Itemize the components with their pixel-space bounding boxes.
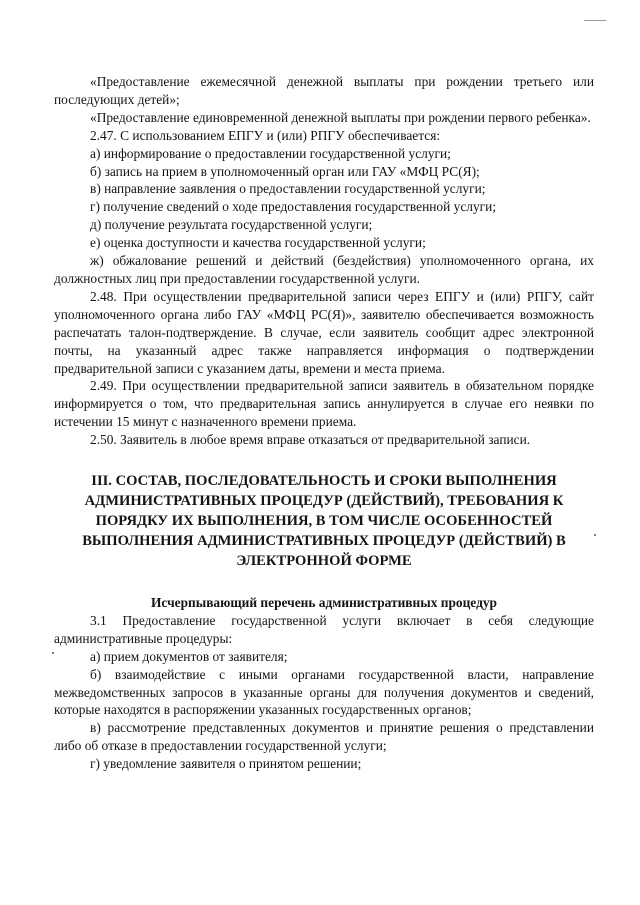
section-subheading: Исчерпывающий перечень административных процедур	[150, 595, 497, 611]
list-item-g: г) получение сведений о ходе предоставления государственной услуги;	[90, 199, 497, 215]
list-item-zh: ж) обжалование решений и действий (бездействия) уполномоченного органа, их должностных лиц при предоставлении государственной услуги.	[54, 253, 594, 286]
scan-speck	[52, 652, 54, 654]
clause-2-49: 2.49. При осуществлении предварительной записи заявитель в обязательном порядке информируется о том, что предварительная запись аннулируется в случае его неявки по истечении 15 минут с назначенного времени приема.	[54, 378, 594, 430]
list-item-e: е) оценка доступности и качества государственной услуги;	[90, 235, 426, 251]
list-item-v: в) направление заявления о предоставлении государственной услуги;	[90, 181, 486, 197]
procedure-item-g: г) уведомление заявителя о принятом решении;	[90, 756, 362, 772]
clause-2-47: 2.47. С использованием ЕПГУ и (или) РПГУ обеспечивается:	[90, 127, 441, 143]
clause-2-50: 2.50. Заявитель в любое время вправе отказаться от предварительной записи.	[90, 432, 531, 448]
list-item-b: б) запись на прием в уполномоченный орган или ГАУ «МФЦ РС(Я);	[90, 163, 480, 179]
procedure-item-b: б) взаимодействие с иными органами государственной власти, направление межведомственных запросов в указанные органы для получения документов и сведений, которые находятся в распоряжении указанных государственных органов;	[54, 666, 594, 718]
scan-speck	[584, 20, 606, 21]
paragraph-top-1: «Предоставление единовременной денежной выплаты при рождении первого ребенка».	[90, 109, 591, 125]
procedure-item-a: а) прием документов от заявителя;	[90, 648, 288, 664]
procedure-item-v: в) рассмотрение представленных документов и принятие решения о представлении либо об отказе в предоставлении государственной услуги;	[54, 720, 594, 754]
scan-speck	[594, 534, 596, 536]
document-page	[54, 73, 594, 773]
paragraph-top-0: «Предоставление ежемесячной денежной выплаты при рождении третьего или последующих детей»;	[54, 74, 594, 107]
list-item-a: а) информирование о предоставлении государственной услуги;	[90, 145, 451, 161]
clause-3-1: 3.1 Предоставление государственной услуги включает в себя следующие административные процедуры:	[54, 612, 594, 646]
list-item-d: д) получение результата государственной услуги;	[90, 217, 373, 233]
clause-2-48: 2.48. При осуществлении предварительной записи через ЕПГУ и (или) РПГУ, сайт уполномоченного органа либо ГАУ «МФЦ РС(Я)», заявителю обеспечивается возможность распечатать талон-подтверждение. В случае, если заявитель сообщит адрес электронной почты, на указанный адрес также направляется информация о подтверждении предварительной записи с указанием даты, времени и места приема.	[54, 288, 594, 376]
section-heading: III. СОСТАВ, ПОСЛЕДОВАТЕЛЬНОСТЬ И СРОКИ ВЫПОЛНЕНИЯ АДМИНИСТРАТИВНЫХ ПРОЦЕДУР (ДЕЙСТВИЙ), ТРЕБОВАНИЯ К ПОРЯДКУ ИХ ВЫПОЛНЕНИЯ, В ТОМ ЧИСЛЕ ОСОБЕННОСТЕЙ ВЫПОЛНЕНИЯ АДМИНИСТРАТИВНЫХ ПРОЦЕДУР (ДЕЙСТВИЙ) В ЭЛЕКТРОННОЙ ФОРМЕ	[82, 473, 566, 570]
